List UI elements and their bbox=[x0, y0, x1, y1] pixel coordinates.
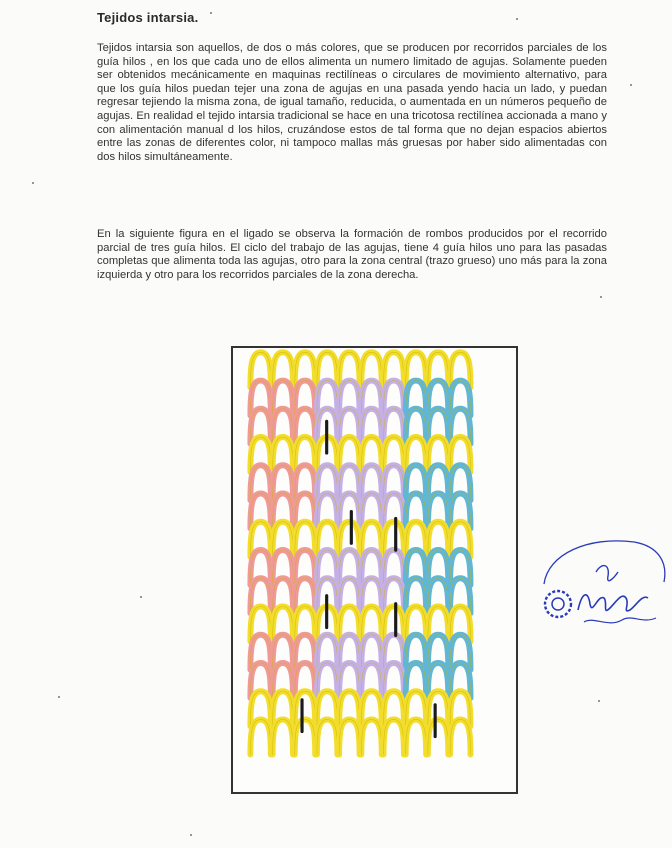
knit-stitch-loop bbox=[317, 719, 337, 754]
document-title: Tejidos intarsia. bbox=[97, 10, 199, 25]
knit-stitch-loop bbox=[384, 719, 404, 754]
scan-speck bbox=[210, 12, 212, 14]
knit-stitch-loop bbox=[295, 719, 315, 754]
knit-stitch-loop bbox=[361, 719, 381, 754]
paragraph-figure-description bbox=[97, 228, 607, 282]
scan-speck bbox=[598, 700, 600, 702]
stamp-seal-graphic bbox=[538, 532, 670, 640]
knit-stitch-loop bbox=[273, 719, 293, 754]
paragraph-2-text: En la siguiente figura en el ligado se observa la formación de rombos producidos por el recorrido parcial de tres guía hilos. El ciclo del trabajo de las agujas, tiene 4 guía hilos uno para las pasadas completas que alimenta toda las agujas, otro para la zona central (trazo grueso) uno más para la zona izquierda y otro para los recorridos parciales de la zona derecha. bbox=[97, 228, 607, 281]
paragraph-definition bbox=[97, 42, 607, 164]
scan-speck bbox=[630, 84, 632, 86]
paragraph-1-text: Tejidos intarsia son aquellos, de dos o más colores, que se producen por recorridos parciales de los guía hilos , en los que cada uno de ellos alimenta un numero limitado de agujas. Solamente pueden ser obtenidos mecánicamente en maquinas rectilíneas o circulares de movimiento alternativo, para que los guía hilos puedan tejer una zona de agujas en una pasada yendo hacia un lado, y puedan regresar tejiendo la misma zona, de igual tamaño, reducida, o aumentada en un números pequeño de agujas. En realidad el tejido intarsia tradicional se hace en una tricotosa rectilínea accionada a mano y con alimentación manual d los hilos, cruzándose estos de tal forma que no dejan espacios abiertos entre las zonas de diferentes color, ni tampoco mallas más gruesas por haber sido alimentadas con dos hilos simultáneamente. bbox=[97, 42, 607, 163]
scan-speck bbox=[190, 834, 192, 836]
scan-speck bbox=[140, 596, 142, 598]
scan-speck bbox=[516, 18, 518, 20]
intarsia-knit-diagram bbox=[231, 346, 518, 794]
scan-speck bbox=[58, 696, 60, 698]
knit-stitch-loop bbox=[406, 719, 426, 754]
scan-speck bbox=[32, 182, 34, 184]
knit-stitch-loop bbox=[428, 719, 448, 754]
signature-stamp bbox=[538, 532, 670, 640]
knit-stitch-loop bbox=[339, 719, 359, 754]
knit-stitch-loop bbox=[250, 719, 270, 754]
knit-stitch-illustration bbox=[233, 348, 516, 792]
scan-speck bbox=[600, 296, 602, 298]
knit-stitch-loop bbox=[450, 719, 470, 754]
